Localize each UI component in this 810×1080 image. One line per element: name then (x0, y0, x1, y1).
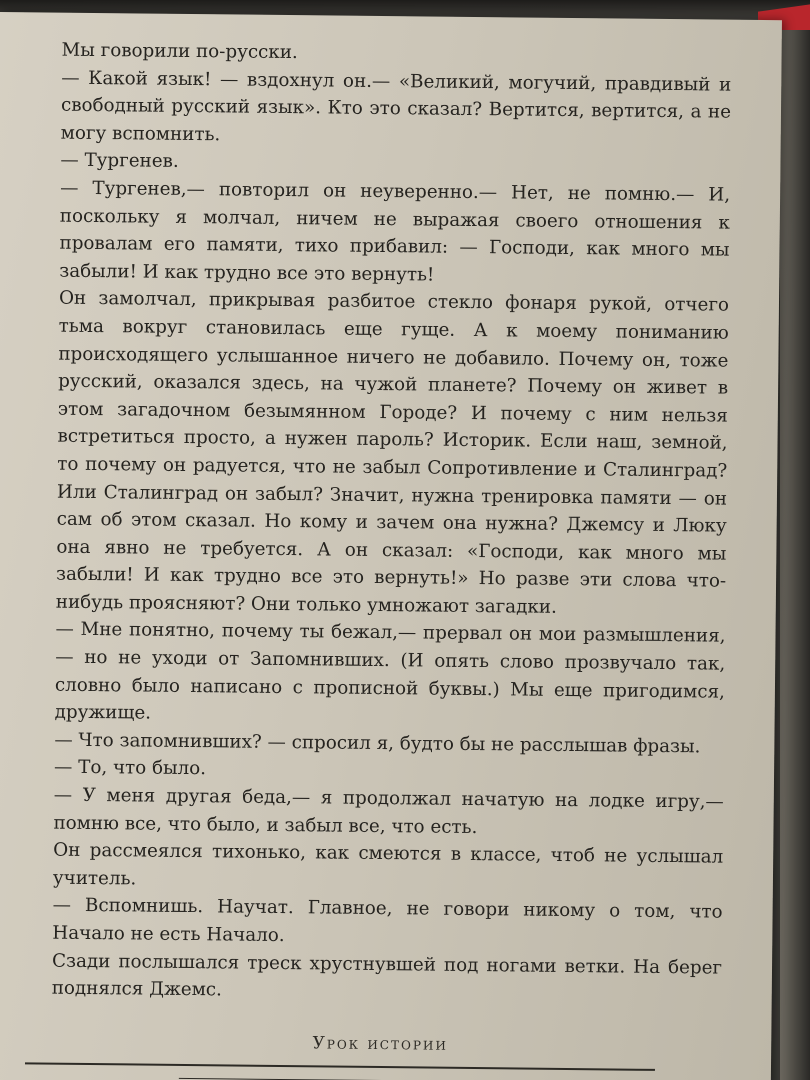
paragraph: — Что запомнивших? — спросил я, будто бы не расслышав фразы. (54, 729, 701, 758)
paragraph: Он рассмеялся тихонько, как смеются в классе, чтоб не услышал учитель. (52, 839, 724, 890)
running-footer-title: Урок истории (312, 1033, 449, 1055)
paragraph: — У меня другая беда,— я продолжал начатую на лодке игру,— помню все, что было, и забыл все, что есть. (53, 784, 724, 838)
page-text (52, 37, 732, 1010)
paragraph: — То, что было. (53, 757, 207, 780)
paragraph: — Какой язык! — вздохнул он.— «Великий, могучий, правдивый и свободный русский язык». Кто это сказал? Вертится, вертится, а не могу вспомнить. (60, 67, 732, 146)
footer-rule (25, 1062, 655, 1071)
paragraph: Он замолчал, прикрывая разбитое стекло фонаря рукой, отчего тьма вокруг становилась еще гуще. А к моему пониманию происходящего услышанное ничего не добавило. Почему он, тоже русский, оказался здесь, на чужой планете? Почему он живет в этом загадочном безымянном Городе? И почему с ним нельзя встретиться просто, а нужен пароль? Историк. Если наш, земной, то почему он радуется, что не забыл Сопротивление и Сталинград? Или Сталинград он забыл? Значит, нужна тренировка памяти — он сам об этом сказал. Но кому и зачем она нужна? Джемсу и Люку она явно не требуется. А он сказал: «Господи, как много мы забыли! И как трудно все это вернуть!» Но разве эти слова что-нибудь проясняют? Они только умножают загадки. (55, 287, 730, 618)
background-right (780, 30, 810, 1080)
paragraph: — Тургенев. (60, 150, 179, 173)
paragraph: — Тургенев,— повторил он неуверенно.— Нет, не помню.— И, поскольку я молчал, ничем не выражая своего отношения к провалам его памяти, тихо прибавил: — Господи, как много мы забыли! И как трудно все это вернуть! (59, 177, 731, 286)
paragraph: — Вспомнишь. Научат. Главное, не говори никому о том, что Начало не есть Начало. (52, 895, 723, 947)
paragraph: Сзади послышался треск хрустнувшей под ногами ветки. На берег поднялся Джемс. (51, 950, 723, 1001)
paragraph: — Мне понятно, почему ты бежал,— прервал он мои размышления,— но не уходи от Запомнивших. (И опять слово прозвучало так, словно было написано с прописной буквы.) Мы еще пригодимся, дружище. (54, 619, 726, 724)
paragraph: Мы говорили по-русски. (61, 39, 298, 64)
book-page (0, 12, 782, 1080)
